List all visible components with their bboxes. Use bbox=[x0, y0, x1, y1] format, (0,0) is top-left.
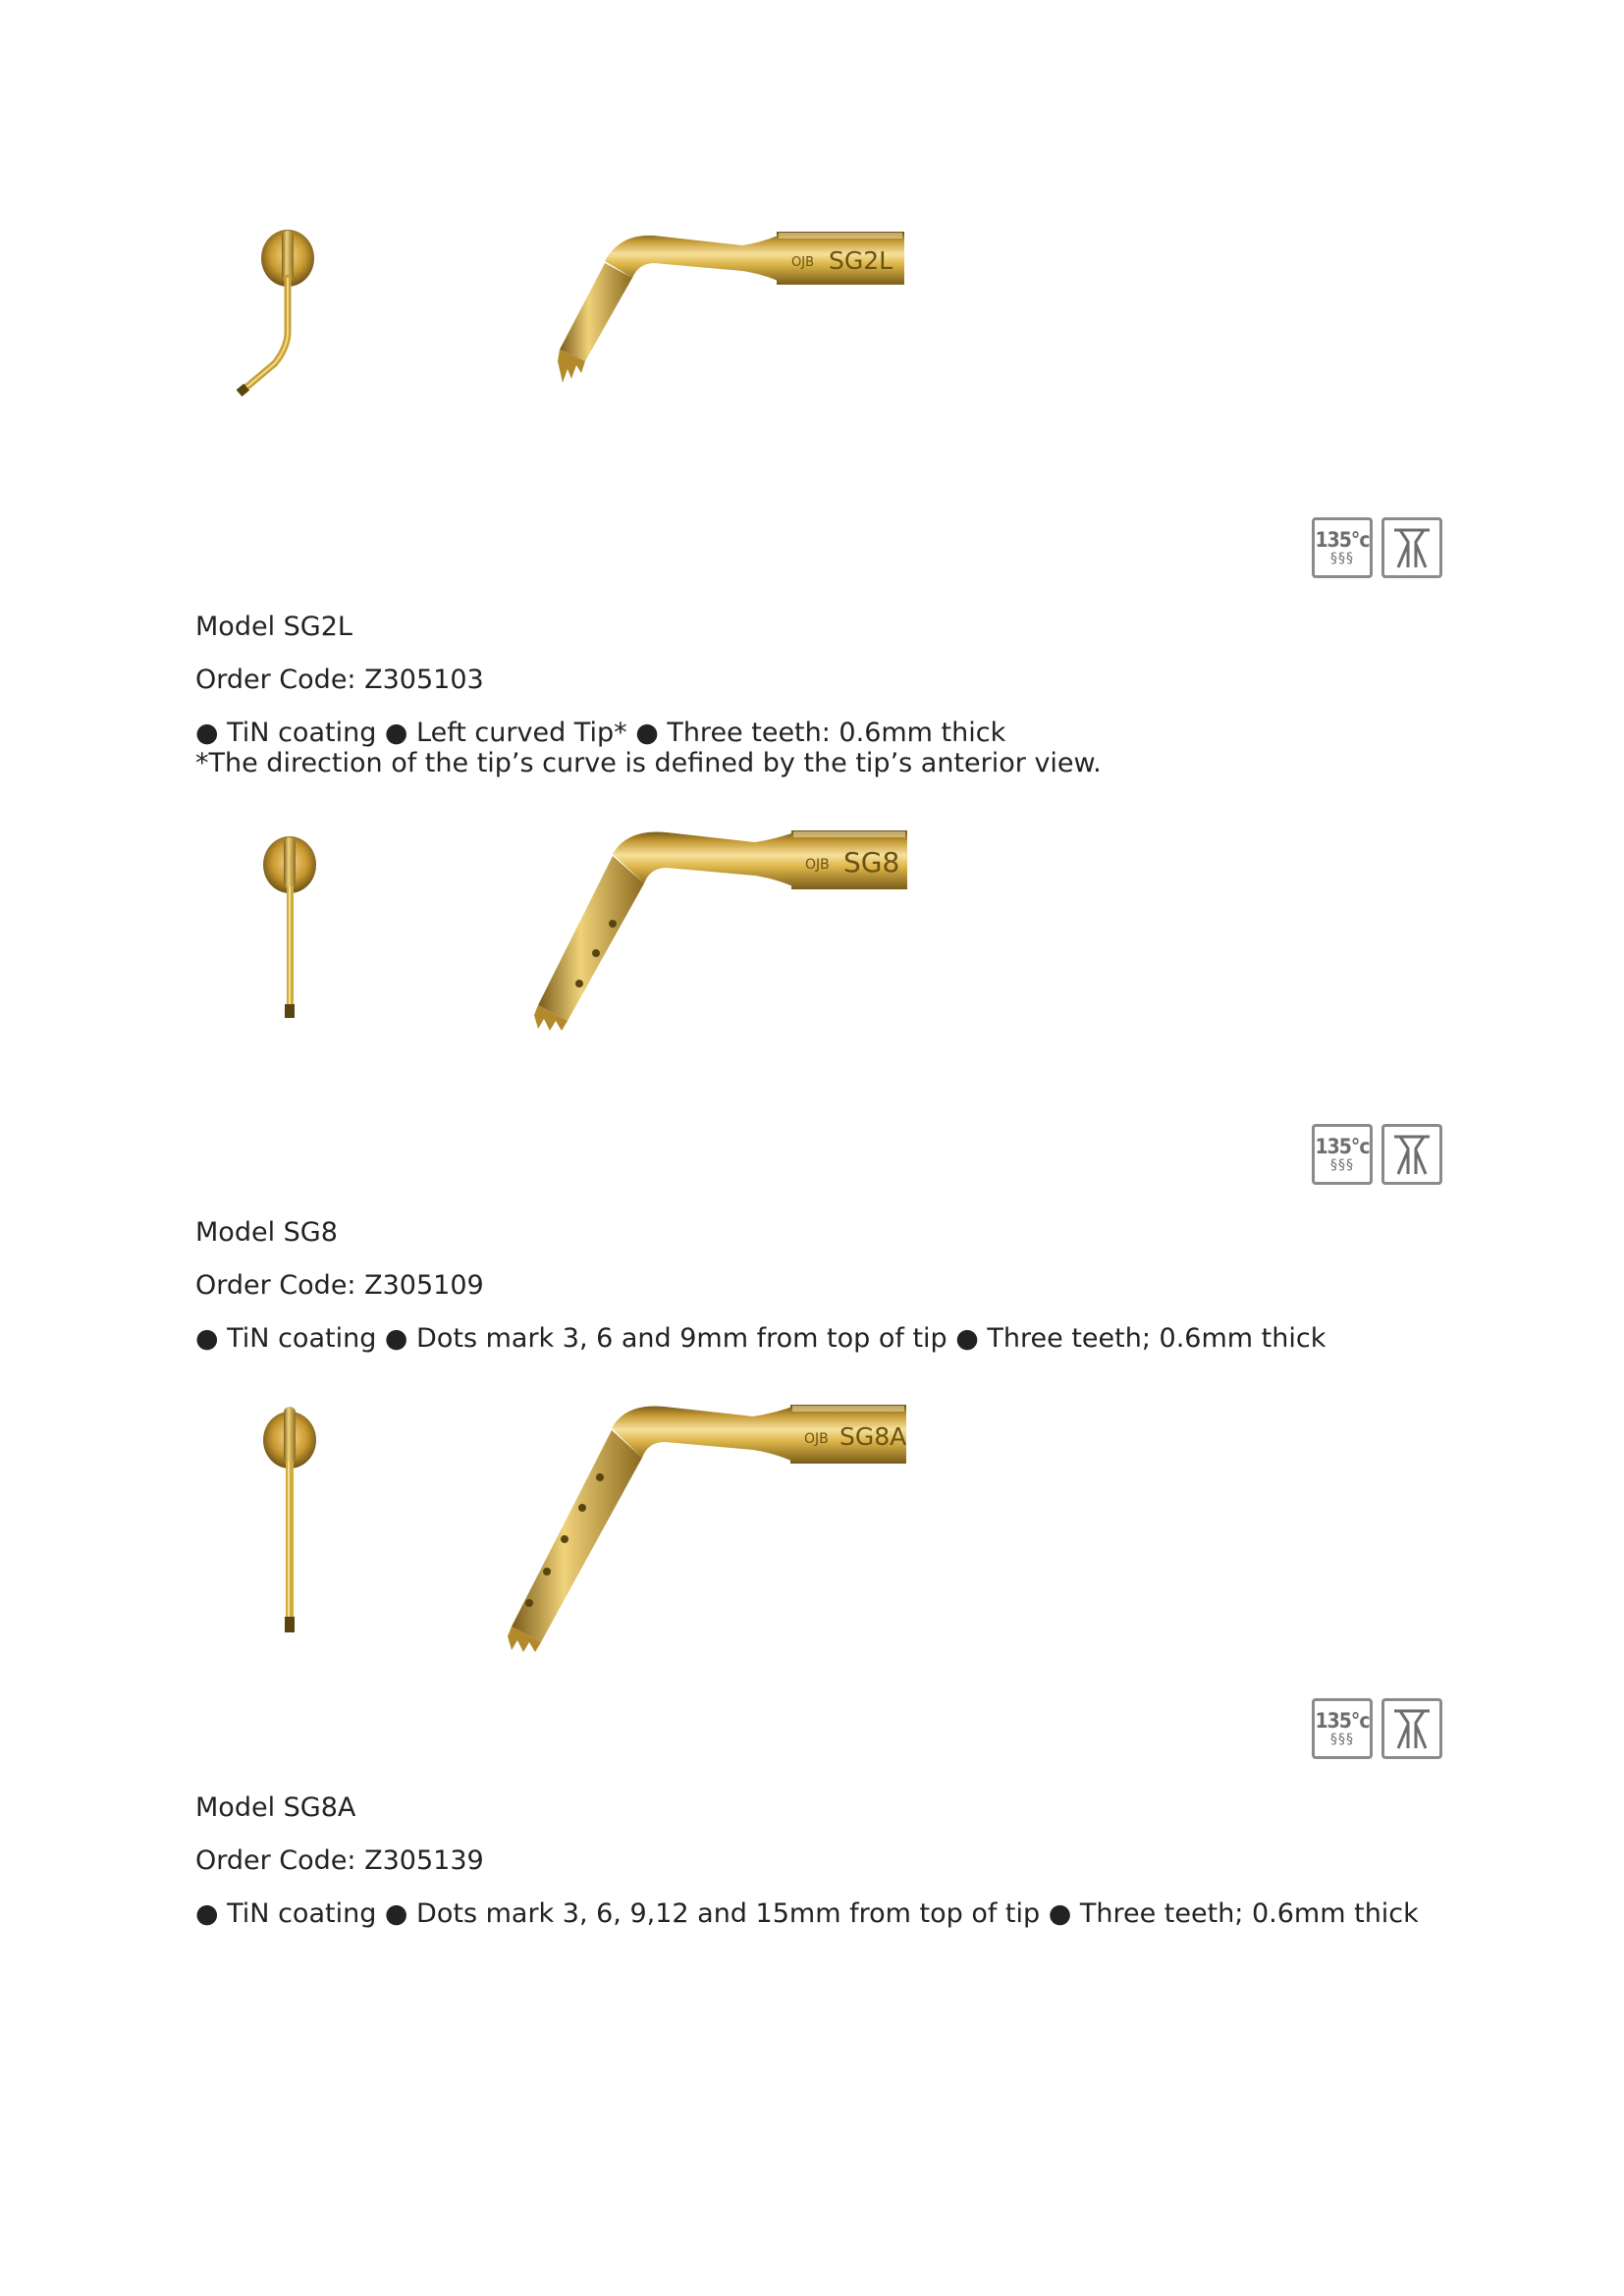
sg8a-engraving-model: SG8A bbox=[839, 1422, 907, 1451]
steam-icon: §§§ bbox=[1329, 551, 1354, 566]
thermal-washer-icon bbox=[1381, 1698, 1442, 1759]
temperature-label: 135°c bbox=[1315, 1135, 1370, 1158]
sg8-engraving-model: SG8 bbox=[843, 846, 900, 879]
sg8-order-line: Order Code: Z305109 bbox=[195, 1270, 484, 1301]
sg2l-model-line: Model SG2L bbox=[195, 612, 352, 642]
thermal-washer-icon bbox=[1381, 517, 1442, 578]
sg8a-side-view-image bbox=[496, 1399, 918, 1654]
sg2l-front-view-image bbox=[226, 221, 324, 402]
temperature-label: 135°c bbox=[1315, 1709, 1370, 1733]
thermal-washer-icon bbox=[1381, 1124, 1442, 1185]
sg2l-side-view-image bbox=[546, 224, 909, 391]
sg8a-features-line: ● TiN coating ● Dots mark 3, 6, 9,12 and 15mm from top of tip ● Three teeth; 0.6mm thick bbox=[195, 1898, 1419, 1929]
temperature-label: 135°c bbox=[1315, 528, 1370, 552]
steam-icon: §§§ bbox=[1329, 1732, 1354, 1747]
sg8a-front-view-image bbox=[250, 1399, 329, 1639]
sg8a-care-icons bbox=[1312, 1698, 1442, 1759]
sg8-care-icons bbox=[1312, 1124, 1442, 1185]
sg8-model-line: Model SG8 bbox=[195, 1217, 338, 1248]
sg8a-order-line: Order Code: Z305139 bbox=[195, 1845, 484, 1876]
sg2l-note-line: *The direction of the tip’s curve is defined by the tip’s anterior view. bbox=[195, 748, 1102, 778]
sg8-engraving-brand: OJB bbox=[805, 857, 830, 873]
sg8-front-view-image bbox=[250, 829, 329, 1026]
sg2l-features-line: ● TiN coating ● Left curved Tip* ● Three teeth: 0.6mm thick bbox=[195, 718, 1006, 748]
sg2l-engraving-brand: OJB bbox=[791, 255, 814, 270]
steam-icon: §§§ bbox=[1329, 1157, 1354, 1173]
sg2l-engraving-model: SG2L bbox=[829, 246, 893, 275]
autoclave-135c-icon bbox=[1312, 1124, 1373, 1185]
sg2l-care-icons bbox=[1312, 517, 1442, 578]
sg8-features-line: ● TiN coating ● Dots mark 3, 6 and 9mm from top of tip ● Three teeth; 0.6mm thick bbox=[195, 1323, 1326, 1354]
sg8a-model-line: Model SG8A bbox=[195, 1792, 356, 1823]
autoclave-135c-icon bbox=[1312, 1698, 1373, 1759]
sg8-side-view-image bbox=[505, 825, 917, 1031]
sg2l-order-line: Order Code: Z305103 bbox=[195, 665, 484, 695]
autoclave-135c-icon bbox=[1312, 517, 1373, 578]
sg8a-engraving-brand: OJB bbox=[804, 1431, 829, 1447]
